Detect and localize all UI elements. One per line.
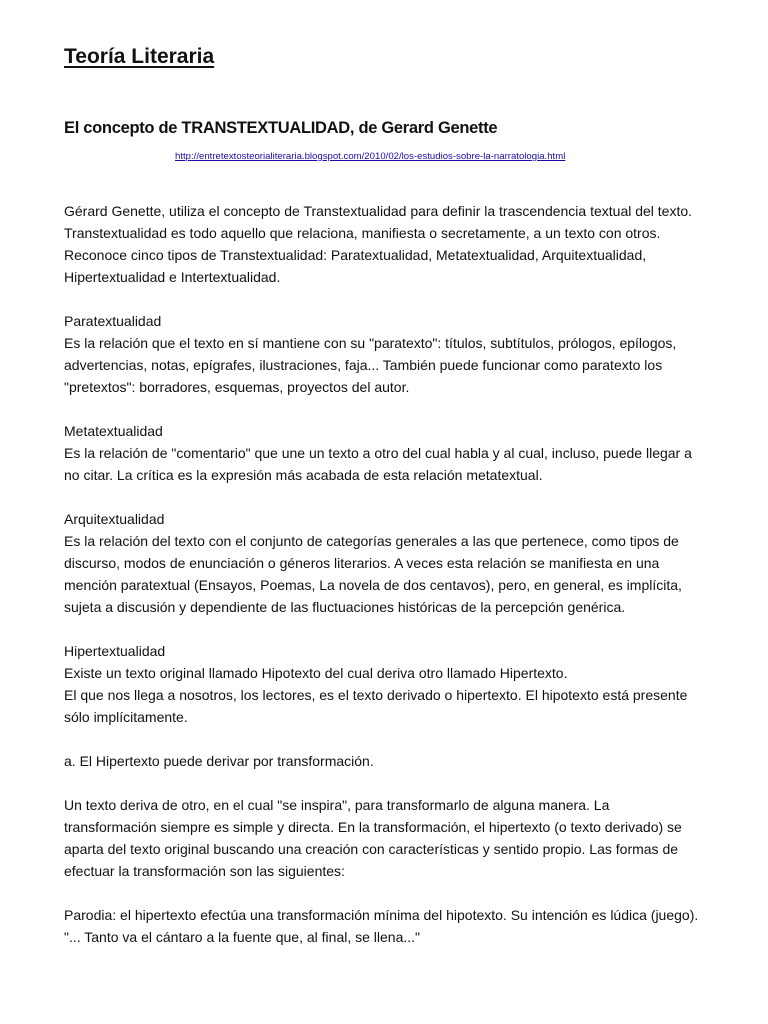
text-line: Parodia: el hipertexto efectúa una transformación mínima del hipotexto. Su intención es lúdica (juego). bbox=[64, 907, 699, 923]
text-line: sólo implícitamente. bbox=[64, 709, 188, 725]
section-heading: Hipertextualidad bbox=[64, 643, 166, 659]
text-line: Hipertextualidad e Intertextualidad. bbox=[64, 269, 281, 285]
text-line: aparta del texto original buscando una creación con características y sentido propio. Las formas de bbox=[64, 841, 679, 857]
text-line: Es la relación que el texto en sí mantiene con su "paratexto": títulos, subtítulos, prólogos, epílogos, bbox=[64, 335, 677, 351]
section-heading: Paratextualidad bbox=[64, 313, 162, 329]
text-line: Un texto deriva de otro, en el cual "se inspira", para transformarlo de alguna manera. La bbox=[64, 797, 610, 813]
text-line: Reconoce cinco tipos de Transtextualidad: Paratextualidad, Metatextualidad, Arquitextualidad, bbox=[64, 247, 647, 263]
text-line: transformación siempre es simple y directa. En la transformación, el hipertexto (o texto derivado) se bbox=[64, 819, 682, 835]
document-subtitle: El concepto de TRANSTEXTUALIDAD, de Gerard Genette bbox=[64, 119, 498, 137]
section-heading: Arquitextualidad bbox=[64, 511, 165, 527]
paragraph-transformacion bbox=[64, 794, 714, 882]
paragraph-arquitextualidad bbox=[64, 508, 714, 618]
text-line: "... Tanto va el cántaro a la fuente que, al final, se llena..." bbox=[64, 929, 421, 945]
paragraph-intro bbox=[64, 200, 714, 288]
document-body bbox=[64, 200, 714, 970]
text-line: a. El Hipertexto puede derivar por transformación. bbox=[64, 753, 374, 769]
text-line: Transtextualidad es todo aquello que relaciona, manifiesta o secretamente, a un texto con otros. bbox=[64, 225, 661, 241]
text-line: El que nos llega a nosotros, los lectores, es el texto derivado o hipertexto. El hipotexto está presente bbox=[64, 687, 688, 703]
text-line: advertencias, notas, epígrafes, ilustraciones, faja... También puede funcionar como paratexto los bbox=[64, 357, 663, 373]
paragraph-transformacion-heading bbox=[64, 750, 714, 772]
paragraph-hipertextualidad bbox=[64, 640, 714, 728]
document-title: Teoría Literaria bbox=[64, 45, 215, 68]
paragraph-paratextualidad bbox=[64, 310, 714, 398]
source-link[interactable]: http://entretextosteorialiteraria.blogspot.com/2010/02/los-estudios-sobre-la-narratologia.html bbox=[175, 151, 566, 162]
text-line: Existe un texto original llamado Hipotexto del cual deriva otro llamado Hipertexto. bbox=[64, 665, 568, 681]
text-line: Gérard Genette, utiliza el concepto de Transtextualidad para definir la trascendencia textual del texto. bbox=[64, 203, 693, 219]
text-line: Es la relación de "comentario" que une un texto a otro del cual habla y al cual, incluso, puede llegar a bbox=[64, 445, 692, 461]
text-line: efectuar la transformación son las siguientes: bbox=[64, 863, 345, 879]
text-line: sujeta a discusión y dependiente de las fluctuaciones históricas de la percepción genérica. bbox=[64, 599, 626, 615]
section-heading: Metatextualidad bbox=[64, 423, 163, 439]
text-line: discurso, modos de enunciación o géneros literarios. A veces esta relación se manifiesta en una bbox=[64, 555, 660, 571]
paragraph-parodia bbox=[64, 904, 714, 948]
text-line: "pretextos": borradores, esquemas, proyectos del autor. bbox=[64, 379, 410, 395]
text-line: no citar. La crítica es la expresión más acabada de esta relación metatextual. bbox=[64, 467, 543, 483]
text-line: mención paratextual (Ensayos, Poemas, La novela de dos centavos), pero, en general, es implícita, bbox=[64, 577, 682, 593]
text-line: Es la relación del texto con el conjunto de categorías generales a las que pertenece, como tipos de bbox=[64, 533, 679, 549]
paragraph-metatextualidad bbox=[64, 420, 714, 486]
